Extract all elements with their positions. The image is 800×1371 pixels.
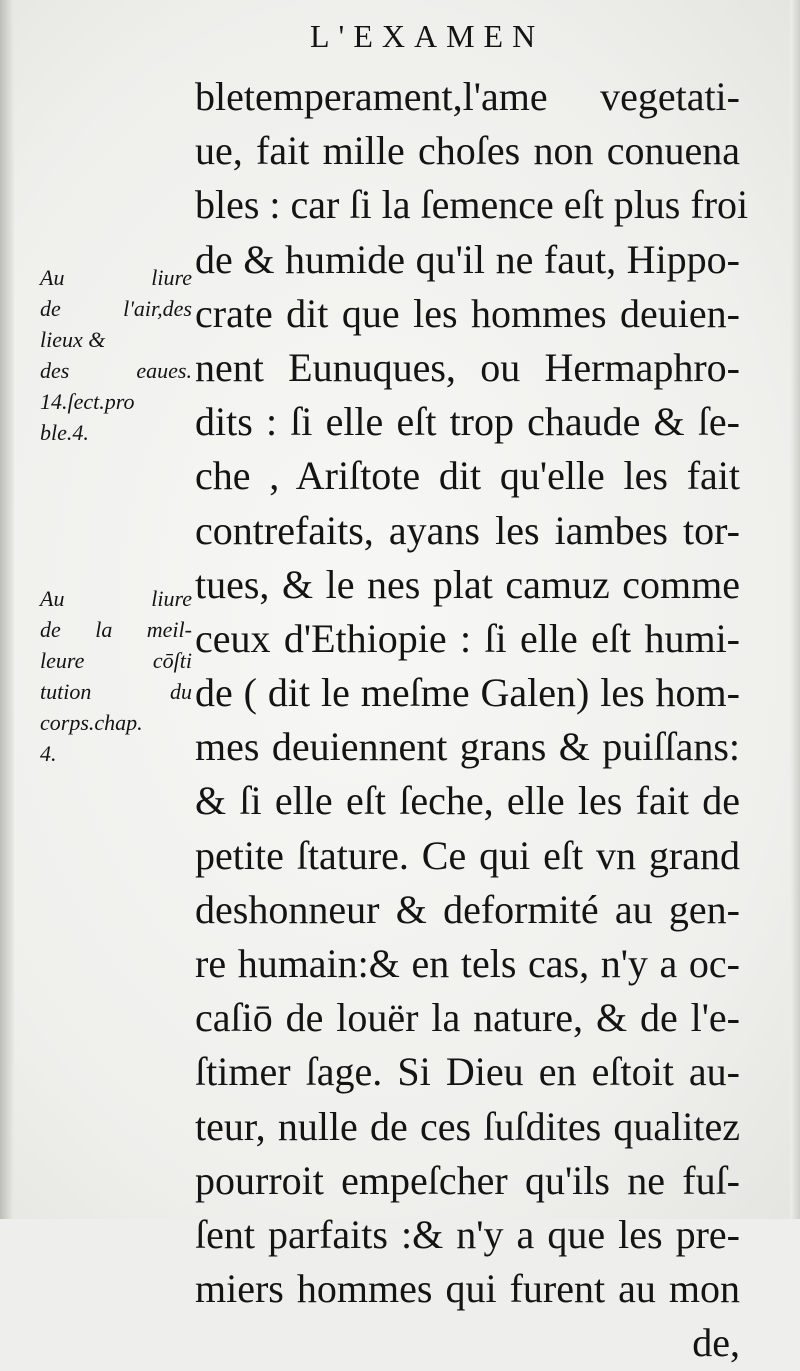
text-line: ue, fait mille choſes non conuena	[195, 128, 740, 174]
text-line: miers hommes qui furent au mon	[195, 1266, 740, 1312]
catchword: de,	[692, 1320, 740, 1366]
margin-note-line: 4.	[40, 741, 57, 766]
margin-note-line: des eaues.	[40, 358, 192, 383]
margin-note-line: lieux &	[40, 327, 106, 352]
text-line: re humain:& en tels cas, n'y a oc-	[195, 941, 740, 986]
margin-note-line: 14.ſect.pro	[40, 389, 135, 414]
text-line: tues, & le nes plat camuz comme	[195, 561, 740, 607]
text-line: ſtimer ſage. Si Dieu en eſtoit au-	[195, 1049, 740, 1095]
page-gutter-shadow	[0, 0, 14, 1219]
margin-note-line: tution du	[40, 679, 192, 704]
margin-note-1	[40, 262, 192, 448]
running-title: L'EXAMEN	[310, 18, 545, 54]
text-line: deshonneur & deformité au gen-	[195, 886, 740, 932]
margin-note-2	[40, 583, 192, 769]
text-line: che , Ariſtote dit qu'elle les fait	[195, 453, 740, 499]
text-line: bletemperament,l'ame vegetati-	[195, 74, 740, 119]
text-line: contrefaits, ayans les iambes tor-	[195, 507, 740, 553]
text-line: teur, nulle de ces ſuſdites qualitez	[195, 1103, 740, 1149]
text-line: mes deuiennent grans & puiſſans:	[195, 724, 740, 770]
text-line: ceux d'Ethiopie : ſi elle eſt humi-	[195, 615, 740, 661]
margin-note-line: Au liure	[40, 586, 192, 611]
margin-note-line: corps.chap.	[40, 710, 143, 735]
text-line: de ( dit le meſme Galen) les hom-	[195, 670, 740, 716]
main-text-block	[195, 70, 749, 1371]
text-line: & ſi elle eſt ſeche, elle les fait de	[195, 778, 740, 824]
text-line: de & humide qu'il ne faut, Hippo-	[195, 236, 740, 282]
text-line: dits : ſi elle eſt trop chaude & ſe-	[195, 399, 740, 445]
text-line: crate dit que les hommes deuien-	[195, 290, 740, 336]
page-edge-shadow	[790, 0, 800, 1219]
margin-note-line: ble.4.	[40, 420, 89, 445]
text-line: ſent parfaits :& n'y a que les pre-	[195, 1211, 740, 1257]
text-line: nent Eunuques, ou Hermaphro-	[195, 344, 740, 390]
margin-note-line: leure cōſti	[40, 648, 192, 673]
text-line: bles : car ſi la ſemence eſt plus froi	[195, 182, 749, 228]
text-line: petite ſtature. Ce qui eſt vn grand	[195, 832, 740, 878]
text-line: caſiō de louër la nature, & de l'e-	[195, 995, 740, 1041]
margin-note-line: de la meil-	[40, 617, 192, 642]
margin-note-line: de l'air,des	[40, 296, 192, 321]
text-line: pourroit empeſcher qu'ils ne fuſ-	[195, 1157, 740, 1203]
margin-note-line: Au liure	[40, 265, 192, 290]
